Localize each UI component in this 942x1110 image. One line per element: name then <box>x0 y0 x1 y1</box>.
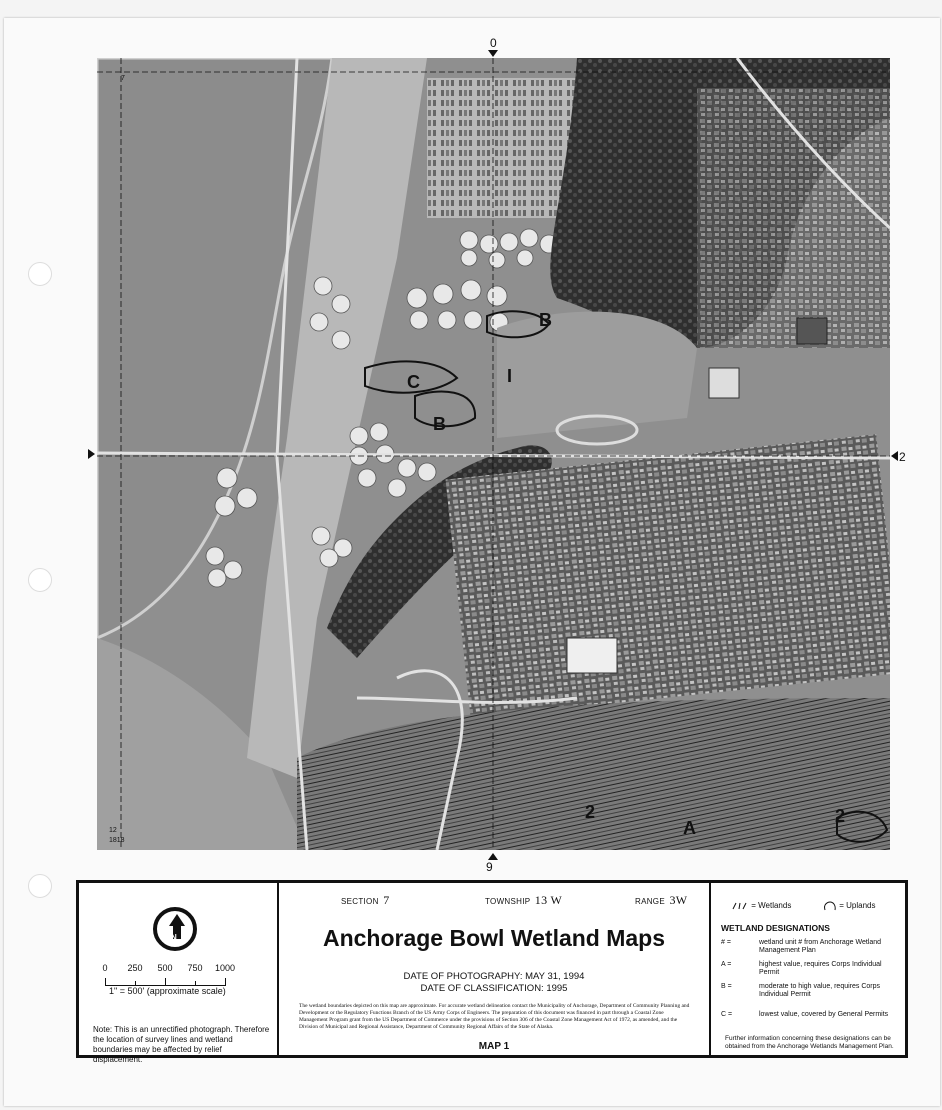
svg-text:7: 7 <box>121 75 125 82</box>
title-block <box>76 880 908 1064</box>
binder-hole <box>28 568 52 592</box>
top-edge-marker <box>488 50 498 57</box>
date-info <box>279 971 709 995</box>
designations-panel: = Wetlands = Uplands WETLAND DESIGNATIONS # = wetland unit # from Anchorage Wetland Management Plan A = highest value, requires Corps Individual Permit B = moderate to high value, requires Corps Individual Permit C = lowest value, covered by General Permits Further information concerning these designations can be obtained from the Anchorage Wetlands Management Plan. <box>711 883 905 1055</box>
right-edge-label: 2 <box>899 450 906 464</box>
bottom-edge-marker <box>488 853 498 860</box>
aerial-photo <box>97 58 890 850</box>
aerial-photo-svg <box>97 58 890 850</box>
photo-label: I <box>507 366 513 386</box>
upland-outline-icon <box>823 901 837 911</box>
map-number: MAP 1 <box>478 1041 510 1052</box>
photo-label: 2 <box>835 806 846 826</box>
designations-title: WETLAND DESIGNATIONS <box>721 923 830 933</box>
township-label: TOWNSHIP 13 W <box>485 893 563 907</box>
binder-hole <box>28 874 52 898</box>
disclaimer-text: The wetland boundaries depicted on this map are approximate. For accurate wetland delineation contact the Municipality of Anchorage, Department of Community Planning and Development or the Regulatory Functions Branch of the US Army Corps of Engineers. The preparation of this document was financed in part through a Coastal Zone Management Program grant from the US Department of Commerce under the provisions of Section 306 of the Coastal Zone Management Act of 1972, as amended, and the Division of Municipal and Regional Assistance, Department of Community Regional Affairs of the State of Alaska. <box>299 1003 690 1031</box>
binder-hole <box>28 262 52 286</box>
range-label: RANGE 3W <box>635 893 688 907</box>
top-edge-label: 0 <box>490 36 497 50</box>
scale-text: 1" = 500' (approximate scale) <box>109 986 226 996</box>
scale-panel: N 0 250 500 750 1000 1" = 500' (approximate scale) Note: This is an unrectified photograph. Therefore the location of survey lines and wetland boundaries may be affected by relief displacement. <box>79 883 279 1055</box>
wetland-marsh-icon <box>731 902 749 910</box>
photo-label: B <box>433 414 446 434</box>
wetlands-symbol: = Wetlands <box>731 901 791 910</box>
date-photography: DATE OF PHOTOGRAPHY: MAY 31, 1994 <box>403 971 585 982</box>
map-title: Anchorage Bowl Wetland Maps <box>322 925 666 951</box>
scale-bar <box>105 977 225 986</box>
title-panel <box>279 883 711 1055</box>
svg-text:12: 12 <box>109 827 117 834</box>
section-label: SECTION 7 <box>341 893 390 907</box>
photo-label: 2 <box>585 802 596 822</box>
displacement-note: Note: This is an unrectified photograph. Therefore the location of survey lines and wetland boundaries may be affected by relief displacement. <box>93 1025 270 1064</box>
photo-label: A <box>683 818 696 838</box>
further-info: Further information concerning these designations can be obtained from the Anchorage Wetlands Management Plan. <box>725 1035 894 1050</box>
photo-label: B <box>539 310 552 330</box>
date-classification: DATE OF CLASSIFICATION: 1995 <box>420 982 568 994</box>
right-edge-marker <box>891 451 898 461</box>
bottom-edge-label: 9 <box>486 860 493 874</box>
uplands-symbol: = Uplands <box>823 901 875 911</box>
left-edge-marker <box>88 449 95 459</box>
photo-label: C <box>407 372 420 392</box>
north-arrow-icon: N <box>153 907 197 951</box>
svg-text:1818: 1818 <box>109 837 125 844</box>
